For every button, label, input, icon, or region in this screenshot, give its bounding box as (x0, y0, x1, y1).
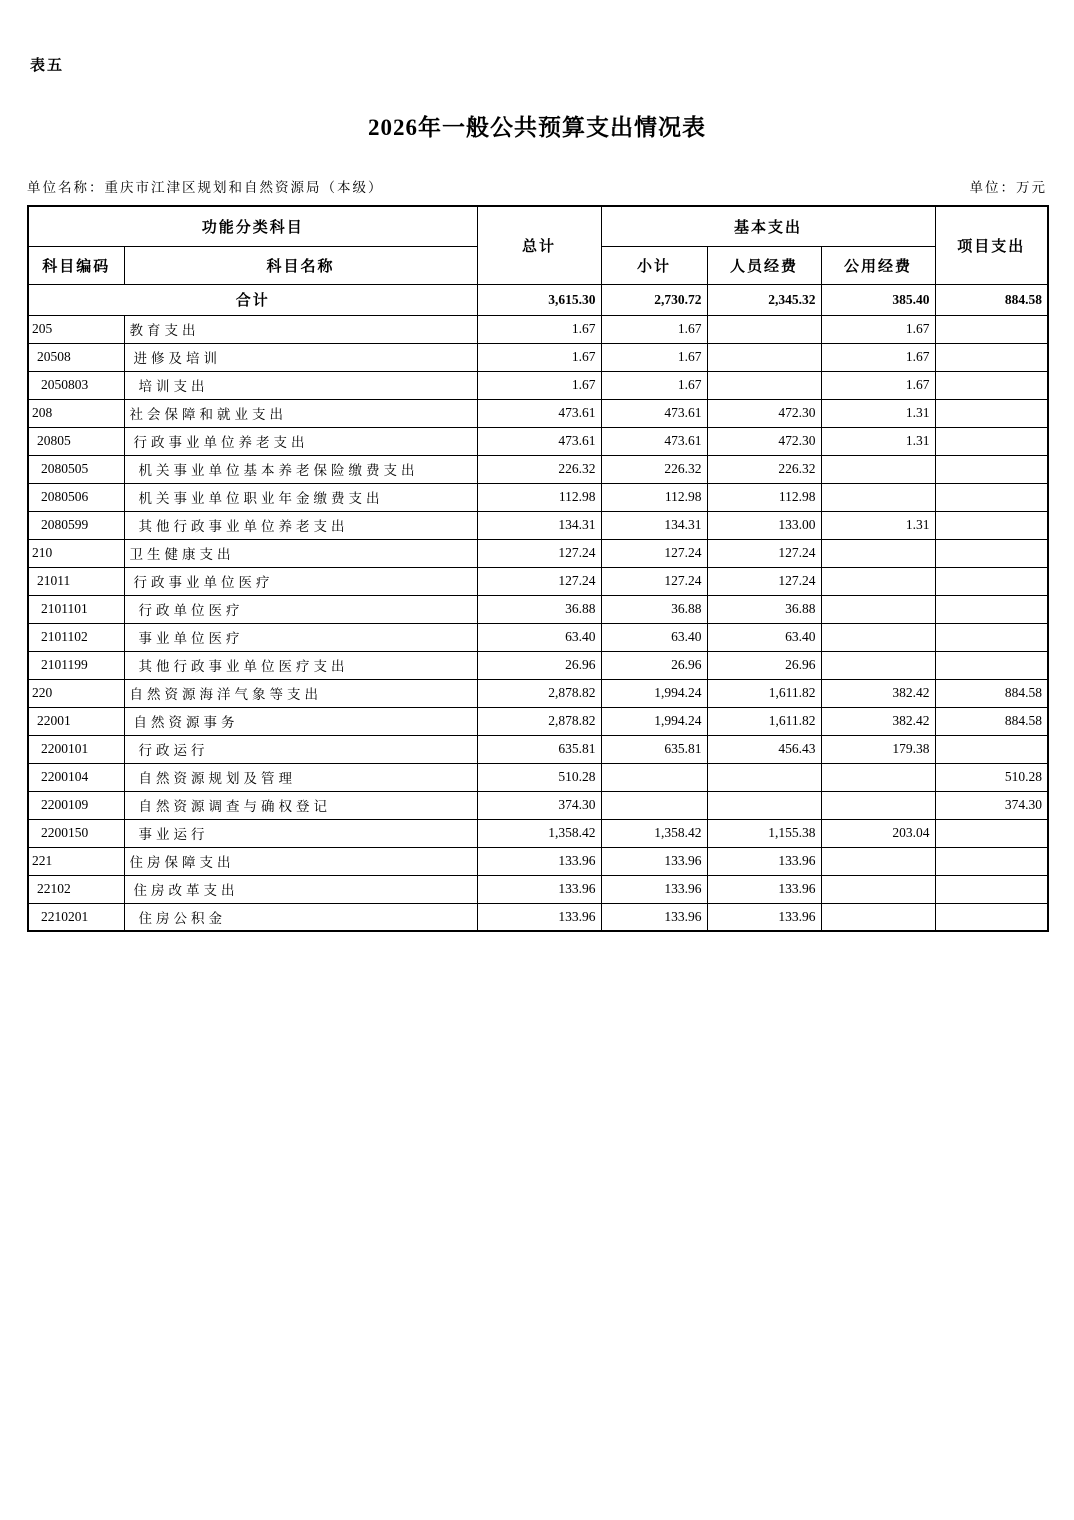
table-row (28, 315, 1048, 343)
page-title: 2026年一般公共预算支出情况表 (368, 115, 706, 140)
budget-table (27, 205, 1049, 932)
subject-name-cell: 住房公积金 (124, 903, 477, 931)
subject-name-cell: 自然资源规划及管理 (124, 763, 477, 791)
subject-name-cell: 行政事业单位养老支出 (124, 427, 477, 455)
amount-cell: 134.31 (601, 511, 707, 539)
amount-cell: 127.24 (601, 539, 707, 567)
amount-cell (821, 651, 935, 679)
amount-cell (935, 567, 1048, 595)
table-row (28, 707, 1048, 735)
amount-cell: 127.24 (707, 567, 821, 595)
table-row (28, 763, 1048, 791)
subject-code-cell: 2101101 (28, 595, 124, 623)
subject-code-cell: 2101199 (28, 651, 124, 679)
subject-code-cell: 22102 (28, 875, 124, 903)
table-row (28, 791, 1048, 819)
amount-cell: 127.24 (601, 567, 707, 595)
amount-cell (821, 483, 935, 511)
table-row (28, 735, 1048, 763)
amount-cell: 112.98 (477, 483, 601, 511)
grand-total-row (28, 284, 1048, 315)
amount-cell: 1,611.82 (707, 679, 821, 707)
amount-cell: 1.67 (601, 343, 707, 371)
subject-name-cell: 事业单位医疗 (124, 623, 477, 651)
header-subtotal: 小计 (601, 246, 707, 284)
subject-code-cell: 2080505 (28, 455, 124, 483)
header-public-funds: 公用经费 (821, 246, 935, 284)
subject-name-cell: 培训支出 (124, 371, 477, 399)
amount-cell: 133.96 (601, 875, 707, 903)
amount-cell: 1,611.82 (707, 707, 821, 735)
amount-cell: 226.32 (707, 455, 821, 483)
amount-cell (707, 343, 821, 371)
subject-code-cell: 2200109 (28, 791, 124, 819)
subject-name-cell: 行政事业单位医疗 (124, 567, 477, 595)
subject-name-cell: 机关事业单位职业年金缴费支出 (124, 483, 477, 511)
amount-cell: 63.40 (477, 623, 601, 651)
amount-cell: 1.67 (477, 343, 601, 371)
amount-cell: 884.58 (935, 679, 1048, 707)
amount-cell: 133.96 (477, 903, 601, 931)
amount-cell (935, 595, 1048, 623)
amount-cell: 127.24 (477, 567, 601, 595)
amount-cell: 26.96 (601, 651, 707, 679)
amount-cell: 36.88 (707, 595, 821, 623)
amount-cell (935, 455, 1048, 483)
amount-cell: 385.40 (821, 284, 935, 315)
amount-cell (935, 483, 1048, 511)
amount-cell (821, 595, 935, 623)
amount-cell: 112.98 (601, 483, 707, 511)
amount-cell (707, 315, 821, 343)
amount-cell (707, 763, 821, 791)
amount-cell: 2,878.82 (477, 707, 601, 735)
amount-cell: 133.00 (707, 511, 821, 539)
header-function-group: 功能分类科目 (28, 206, 477, 246)
subject-code-cell: 2200101 (28, 735, 124, 763)
amount-cell (821, 847, 935, 875)
subject-name-cell: 行政单位医疗 (124, 595, 477, 623)
amount-cell (707, 371, 821, 399)
amount-cell: 1.31 (821, 511, 935, 539)
subject-name-cell: 教育支出 (124, 315, 477, 343)
subject-code-cell: 2050803 (28, 371, 124, 399)
subject-code-cell: 20805 (28, 427, 124, 455)
table-row (28, 511, 1048, 539)
subject-name-cell: 自然资源事务 (124, 707, 477, 735)
amount-cell (821, 623, 935, 651)
table-row (28, 371, 1048, 399)
amount-cell (821, 791, 935, 819)
subject-code-cell: 221 (28, 847, 124, 875)
amount-cell (935, 371, 1048, 399)
currency-unit-label: 单位：万元 (969, 180, 1047, 195)
subject-code-cell: 2080506 (28, 483, 124, 511)
sheet-number-label: 表五 (30, 57, 65, 74)
amount-cell (821, 567, 935, 595)
amount-cell: 133.96 (477, 847, 601, 875)
table-row (28, 343, 1048, 371)
subject-code-cell: 210 (28, 539, 124, 567)
amount-cell: 1.31 (821, 427, 935, 455)
amount-cell: 203.04 (821, 819, 935, 847)
amount-cell: 1.31 (821, 399, 935, 427)
subject-code-cell: 2101102 (28, 623, 124, 651)
amount-cell (935, 427, 1048, 455)
amount-cell (935, 819, 1048, 847)
table-row (28, 623, 1048, 651)
subject-name-cell: 住房改革支出 (124, 875, 477, 903)
amount-cell (821, 875, 935, 903)
amount-cell: 510.28 (935, 763, 1048, 791)
amount-cell (821, 763, 935, 791)
subject-name-cell: 事业运行 (124, 819, 477, 847)
header-subject-name: 科目名称 (124, 246, 477, 284)
subject-name-cell: 自然资源海洋气象等支出 (124, 679, 477, 707)
amount-cell: 226.32 (477, 455, 601, 483)
amount-cell: 36.88 (601, 595, 707, 623)
subject-code-cell: 20508 (28, 343, 124, 371)
amount-cell: 127.24 (477, 539, 601, 567)
amount-cell: 1,358.42 (477, 819, 601, 847)
amount-cell: 26.96 (707, 651, 821, 679)
table-row (28, 875, 1048, 903)
amount-cell: 472.30 (707, 399, 821, 427)
amount-cell: 133.96 (707, 847, 821, 875)
amount-cell (601, 791, 707, 819)
subject-code-cell: 2200150 (28, 819, 124, 847)
amount-cell: 510.28 (477, 763, 601, 791)
subject-name-cell: 机关事业单位基本养老保险缴费支出 (124, 455, 477, 483)
header-grand-total: 总计 (477, 206, 601, 284)
table-row (28, 399, 1048, 427)
amount-cell (821, 539, 935, 567)
amount-cell: 2,730.72 (601, 284, 707, 315)
subject-name-cell: 自然资源调查与确权登记 (124, 791, 477, 819)
subject-name-cell: 行政运行 (124, 735, 477, 763)
amount-cell (935, 875, 1048, 903)
subject-code-cell: 208 (28, 399, 124, 427)
amount-cell: 884.58 (935, 284, 1048, 315)
table-row (28, 483, 1048, 511)
table-row (28, 819, 1048, 847)
amount-cell (821, 903, 935, 931)
amount-cell: 179.38 (821, 735, 935, 763)
amount-cell: 1,994.24 (601, 679, 707, 707)
amount-cell: 374.30 (935, 791, 1048, 819)
amount-cell (707, 791, 821, 819)
table-header (28, 206, 1048, 284)
amount-cell: 2,878.82 (477, 679, 601, 707)
amount-cell (935, 511, 1048, 539)
amount-cell: 2,345.32 (707, 284, 821, 315)
amount-cell (935, 343, 1048, 371)
amount-cell: 1.67 (821, 315, 935, 343)
table-row (28, 427, 1048, 455)
table-row (28, 539, 1048, 567)
amount-cell: 1,994.24 (601, 707, 707, 735)
amount-cell: 1.67 (601, 371, 707, 399)
amount-cell: 226.32 (601, 455, 707, 483)
amount-cell: 134.31 (477, 511, 601, 539)
table-row (28, 567, 1048, 595)
subject-code-cell: 21011 (28, 567, 124, 595)
table-row (28, 679, 1048, 707)
amount-cell: 1,155.38 (707, 819, 821, 847)
subject-code-cell: 2210201 (28, 903, 124, 931)
subject-code-cell: 2080599 (28, 511, 124, 539)
amount-cell (935, 847, 1048, 875)
amount-cell: 133.96 (707, 875, 821, 903)
amount-cell: 3,615.30 (477, 284, 601, 315)
amount-cell (935, 399, 1048, 427)
amount-cell: 635.81 (601, 735, 707, 763)
amount-cell (601, 763, 707, 791)
amount-cell: 133.96 (601, 847, 707, 875)
subject-name-cell: 社会保障和就业支出 (124, 399, 477, 427)
table-body (28, 284, 1048, 931)
amount-cell (821, 455, 935, 483)
subject-name-cell: 其他行政事业单位医疗支出 (124, 651, 477, 679)
amount-cell: 884.58 (935, 707, 1048, 735)
subject-code-cell: 2200104 (28, 763, 124, 791)
amount-cell: 133.96 (707, 903, 821, 931)
amount-cell: 374.30 (477, 791, 601, 819)
subject-code-cell: 220 (28, 679, 124, 707)
unit-name-label: 单位名称：重庆市江津区规划和自然资源局（本级） (27, 180, 384, 195)
subject-name-cell: 卫生健康支出 (124, 539, 477, 567)
amount-cell: 1.67 (477, 371, 601, 399)
table-row (28, 847, 1048, 875)
amount-cell (935, 315, 1048, 343)
amount-cell (935, 651, 1048, 679)
header-row-1 (28, 206, 1048, 246)
amount-cell: 473.61 (601, 427, 707, 455)
amount-cell (935, 623, 1048, 651)
table-row (28, 651, 1048, 679)
amount-cell: 63.40 (601, 623, 707, 651)
amount-cell: 382.42 (821, 679, 935, 707)
amount-cell (935, 539, 1048, 567)
subject-name-cell: 进修及培训 (124, 343, 477, 371)
amount-cell (935, 735, 1048, 763)
amount-cell: 635.81 (477, 735, 601, 763)
amount-cell: 1.67 (821, 343, 935, 371)
amount-cell: 133.96 (601, 903, 707, 931)
amount-cell: 1.67 (821, 371, 935, 399)
table-row (28, 455, 1048, 483)
header-personnel-funds: 人员经费 (707, 246, 821, 284)
amount-cell: 1.67 (601, 315, 707, 343)
amount-cell: 36.88 (477, 595, 601, 623)
header-basic-expenditure-group: 基本支出 (601, 206, 935, 246)
amount-cell: 456.43 (707, 735, 821, 763)
header-subject-code: 科目编码 (28, 246, 124, 284)
amount-cell: 112.98 (707, 483, 821, 511)
subject-name-cell: 住房保障支出 (124, 847, 477, 875)
amount-cell: 127.24 (707, 539, 821, 567)
subject-code-cell: 205 (28, 315, 124, 343)
amount-cell: 1.67 (477, 315, 601, 343)
amount-cell: 26.96 (477, 651, 601, 679)
table-row (28, 595, 1048, 623)
subject-code-cell: 22001 (28, 707, 124, 735)
subject-name-cell: 其他行政事业单位养老支出 (124, 511, 477, 539)
amount-cell: 63.40 (707, 623, 821, 651)
table-meta-line (27, 176, 1047, 196)
header-project-expenditure: 项目支出 (935, 206, 1048, 284)
amount-cell: 133.96 (477, 875, 601, 903)
table-row (28, 903, 1048, 931)
amount-cell: 473.61 (477, 399, 601, 427)
amount-cell: 1,358.42 (601, 819, 707, 847)
amount-cell: 382.42 (821, 707, 935, 735)
amount-cell (935, 903, 1048, 931)
amount-cell: 473.61 (601, 399, 707, 427)
amount-cell: 473.61 (477, 427, 601, 455)
amount-cell: 472.30 (707, 427, 821, 455)
grand-total-label: 合计 (28, 284, 477, 315)
